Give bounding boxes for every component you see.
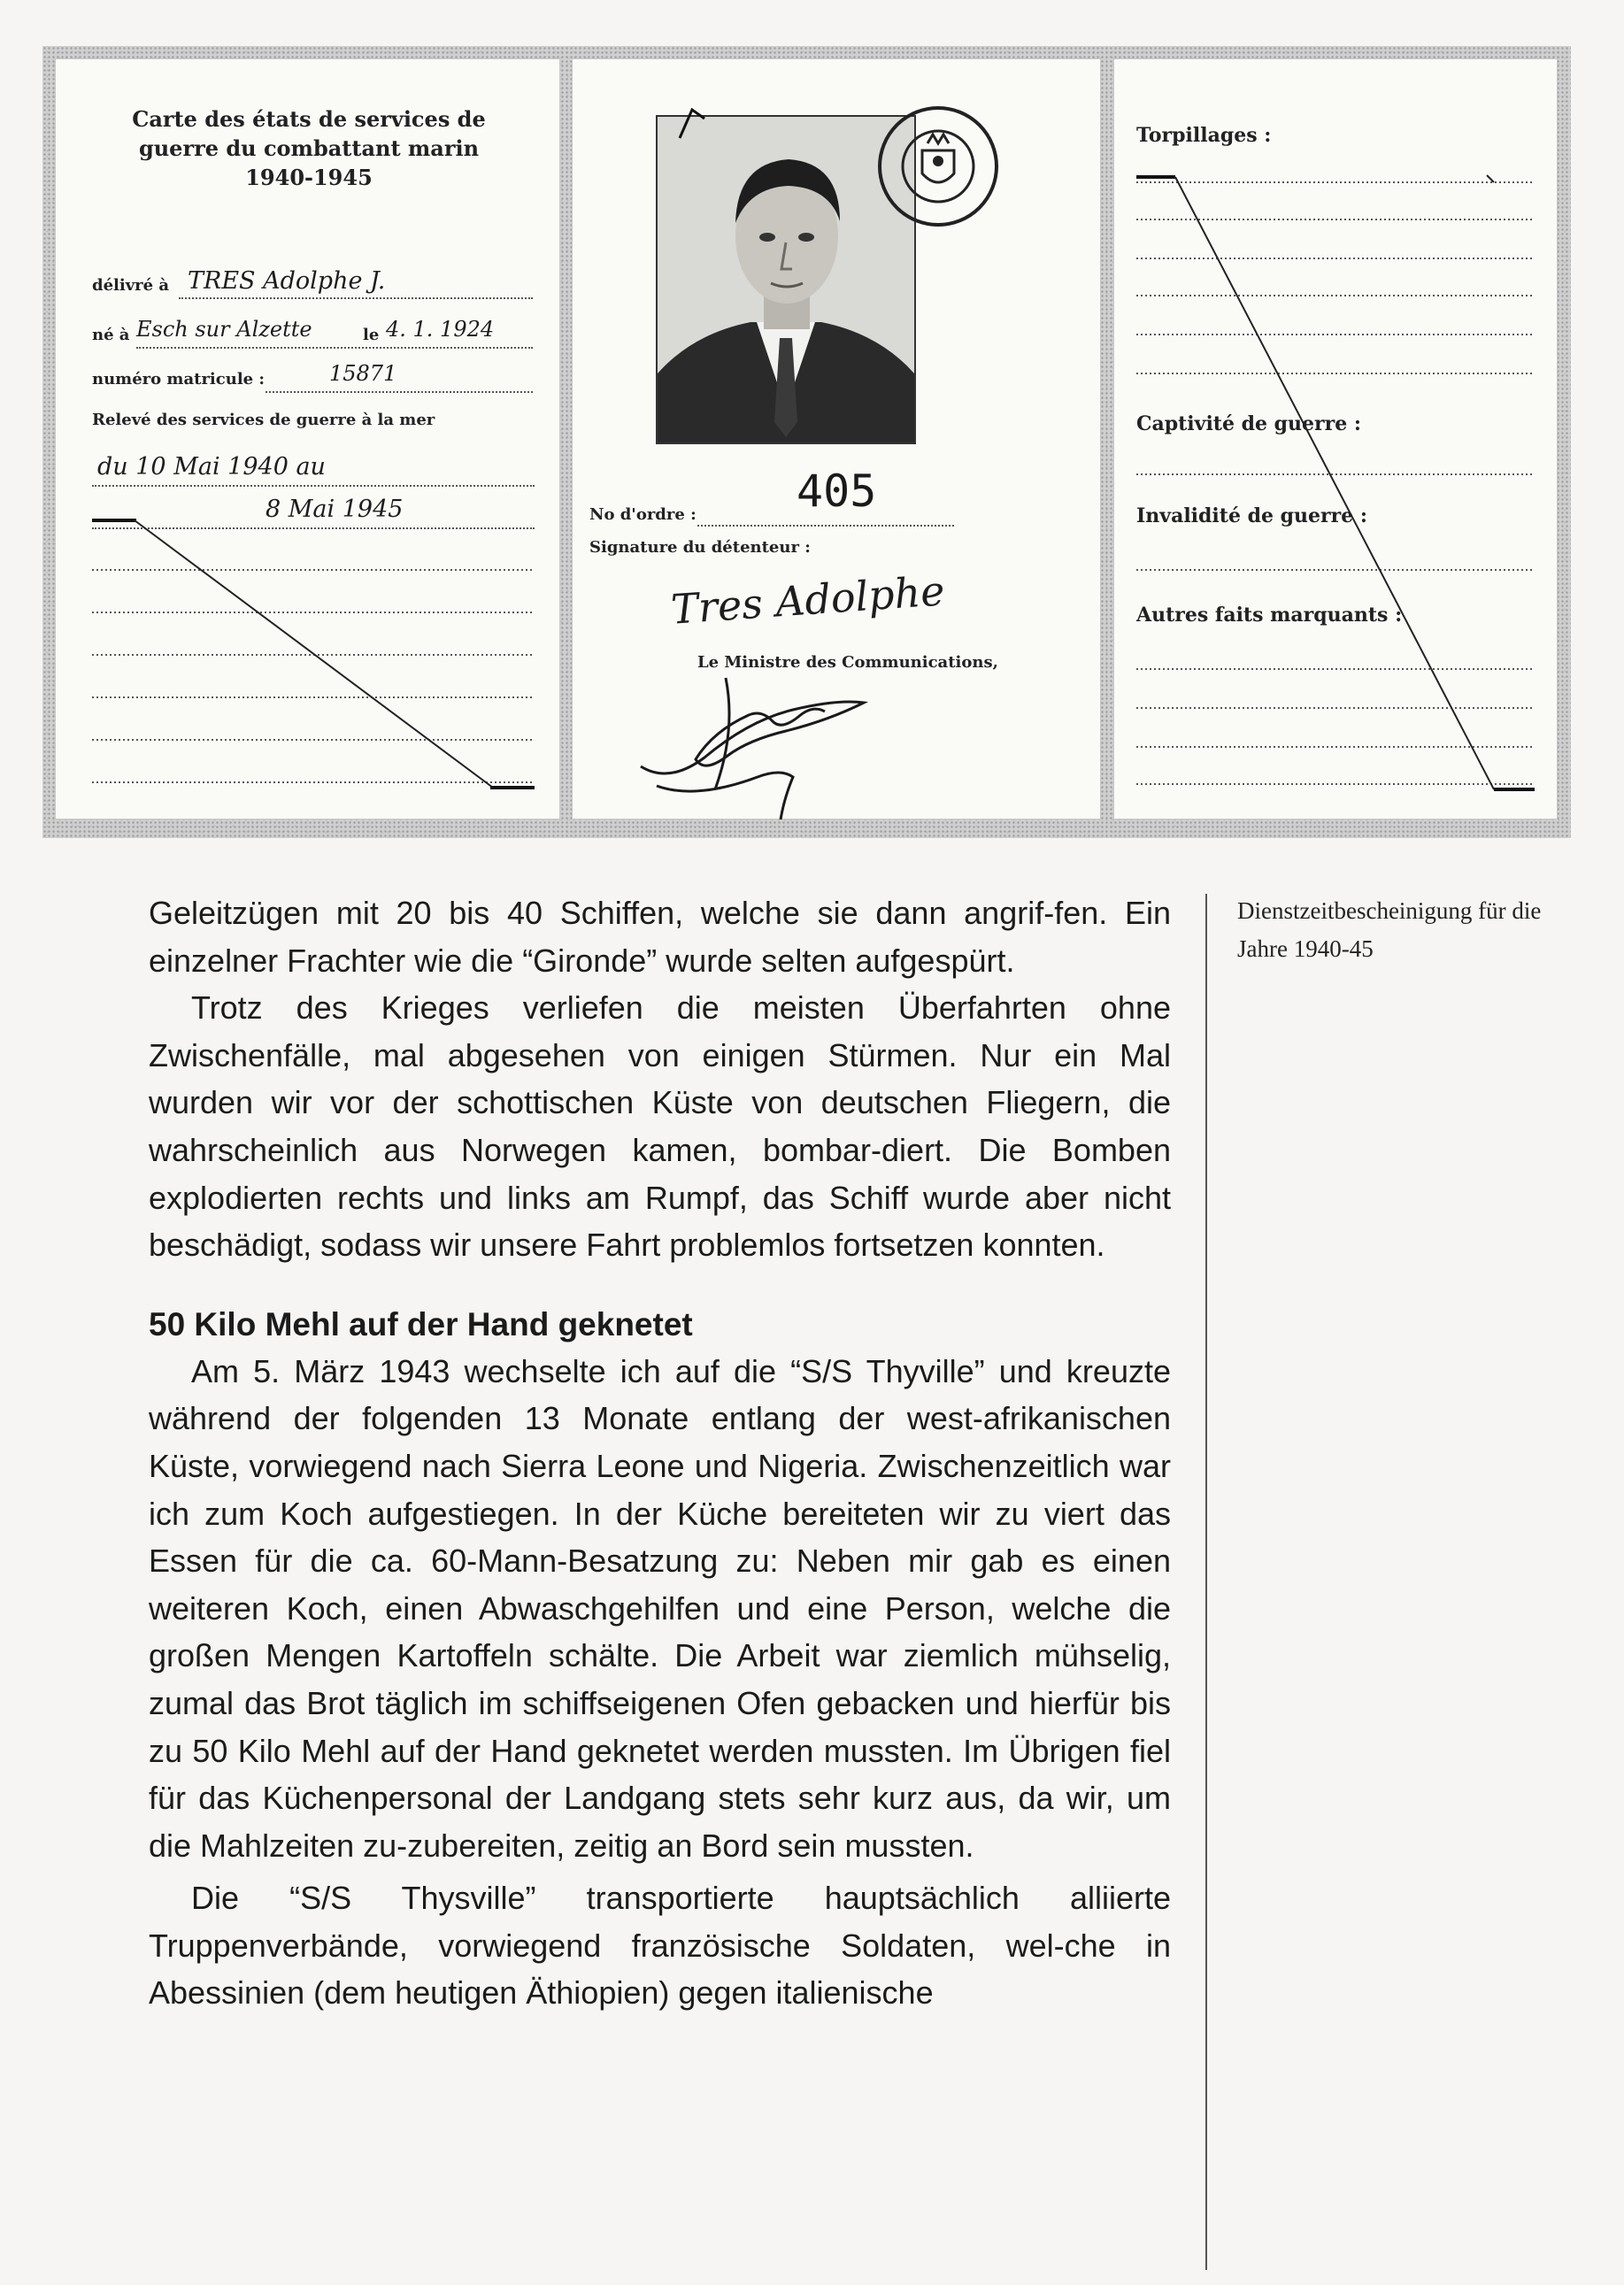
column-divider — [1205, 894, 1207, 2270]
section-heading: 50 Kilo Mehl auf der Hand geknetet — [149, 1305, 693, 1343]
paragraph-2: Trotz des Krieges verliefen die meisten Überfahrten ohne Zwischenfälle, mal abgesehen von einigen Stürmen. Nur ein Mal wurden wir vor der schottischen Küste von deutschen Fliegern, die wahrscheinlich aus Norwegen kamen, bombar-diert. Die Bomben explodierten rechts und links am Rumpf, das Schiff wurde aber nicht beschädigt, sodass wir unsere Fahrt problemlos fortsetzen konnten. — [149, 989, 1171, 1264]
matricule-value: 15871 — [329, 361, 397, 386]
releve-label: Relevé des services de guerre à la mer — [92, 411, 435, 429]
born-date-value: 4. 1. 1924 — [386, 317, 495, 342]
service-period-start: du 10 Mai 1940 au — [97, 453, 326, 481]
card-right-panel — [1113, 58, 1558, 819]
invalidite-label: Invalidité de guerre : — [1136, 504, 1367, 527]
torpillages-label: Torpillages : — [1136, 124, 1272, 147]
autres-faits-label: Autres faits marquants : — [1136, 604, 1403, 627]
born-label: né à — [92, 326, 130, 344]
matricule-label: numéro matricule : — [92, 370, 266, 389]
minister-label: Le Ministre des Communications, — [697, 653, 998, 672]
holder-signature: Tres Adolphe — [669, 566, 947, 634]
right-panel-lines — [1113, 58, 1558, 819]
paragraph-3: Am 5. März 1943 wechselte ich auf die “S/S Thyville” und kreuzte während der folgenden 13 Monate entlang der west-afrikanischen Küste, vorwiegend nach Sierra Leone und Nigeria. Zwischenzeitlich war ich zum Koch aufgestiegen. In der Küche bereiteten wir zu viert das Essen für die ca. 60-Mann-Besatzung zu: Neben mir gab es einen weiteren Koch, einen Abwaschgehilfen und eine Person, welche die großen Mengen Kartoffeln schälte. Die Arbeit war ziemlich mühselig, zumal das Brot täglich im schiffseigenen Ofen gebacken und hierfür bis zu 50 Kilo Mehl auf der Hand geknetet werden mussten. Im Übrigen fiel für das Küchenpersonal der Landgang stets sehr kurz aus, da wir, um die Mahlzeiten zu-zubereiten, zeitig an Bord sein mussten. — [149, 1352, 1171, 1864]
service-period-end: 8 Mai 1945 — [266, 496, 404, 523]
article-body — [149, 889, 1171, 2017]
service-record-card-scan — [42, 46, 1571, 838]
order-number: 405 — [797, 465, 877, 517]
born-date-label: le — [363, 326, 380, 344]
card-title-line-1: Carte des états de services de — [132, 106, 486, 132]
delivered-label: délivré à — [92, 276, 170, 295]
card-title-line-3: 1940-1945 — [245, 165, 373, 190]
born-place-value: Esch sur Alzette — [136, 317, 312, 342]
captivite-label: Captivité de guerre : — [1136, 412, 1361, 435]
card-middle-panel — [572, 58, 1101, 819]
left-panel-lines — [55, 58, 560, 819]
order-label: No d'ordre : — [589, 505, 697, 524]
card-left-panel — [55, 58, 560, 819]
minister-signature — [572, 58, 1101, 819]
paragraph-4: Die “S/S Thysville” transportierte hauptsächlich alliierte Truppenverbände, vorwiegend französische Soldaten, wel-che in Abessinien (dem heutigen Äthiopien) gegen italienische — [149, 1880, 1171, 2012]
paragraph-1: Geleitzügen mit 20 bis 40 Schiffen, welche sie dann angrif-fen. Ein einzelner Frachter wie die “Gironde” wurde selten aufgespürt. — [149, 895, 1171, 979]
holder-signature-label: Signature du détenteur : — [589, 538, 811, 557]
delivered-value: TRES Adolphe J. — [188, 267, 386, 295]
card-title-line-2: guerre du combattant marin — [138, 135, 480, 161]
image-caption: Dienstzeitbescheinigung für die Jahre 1940-45 — [1237, 897, 1542, 962]
